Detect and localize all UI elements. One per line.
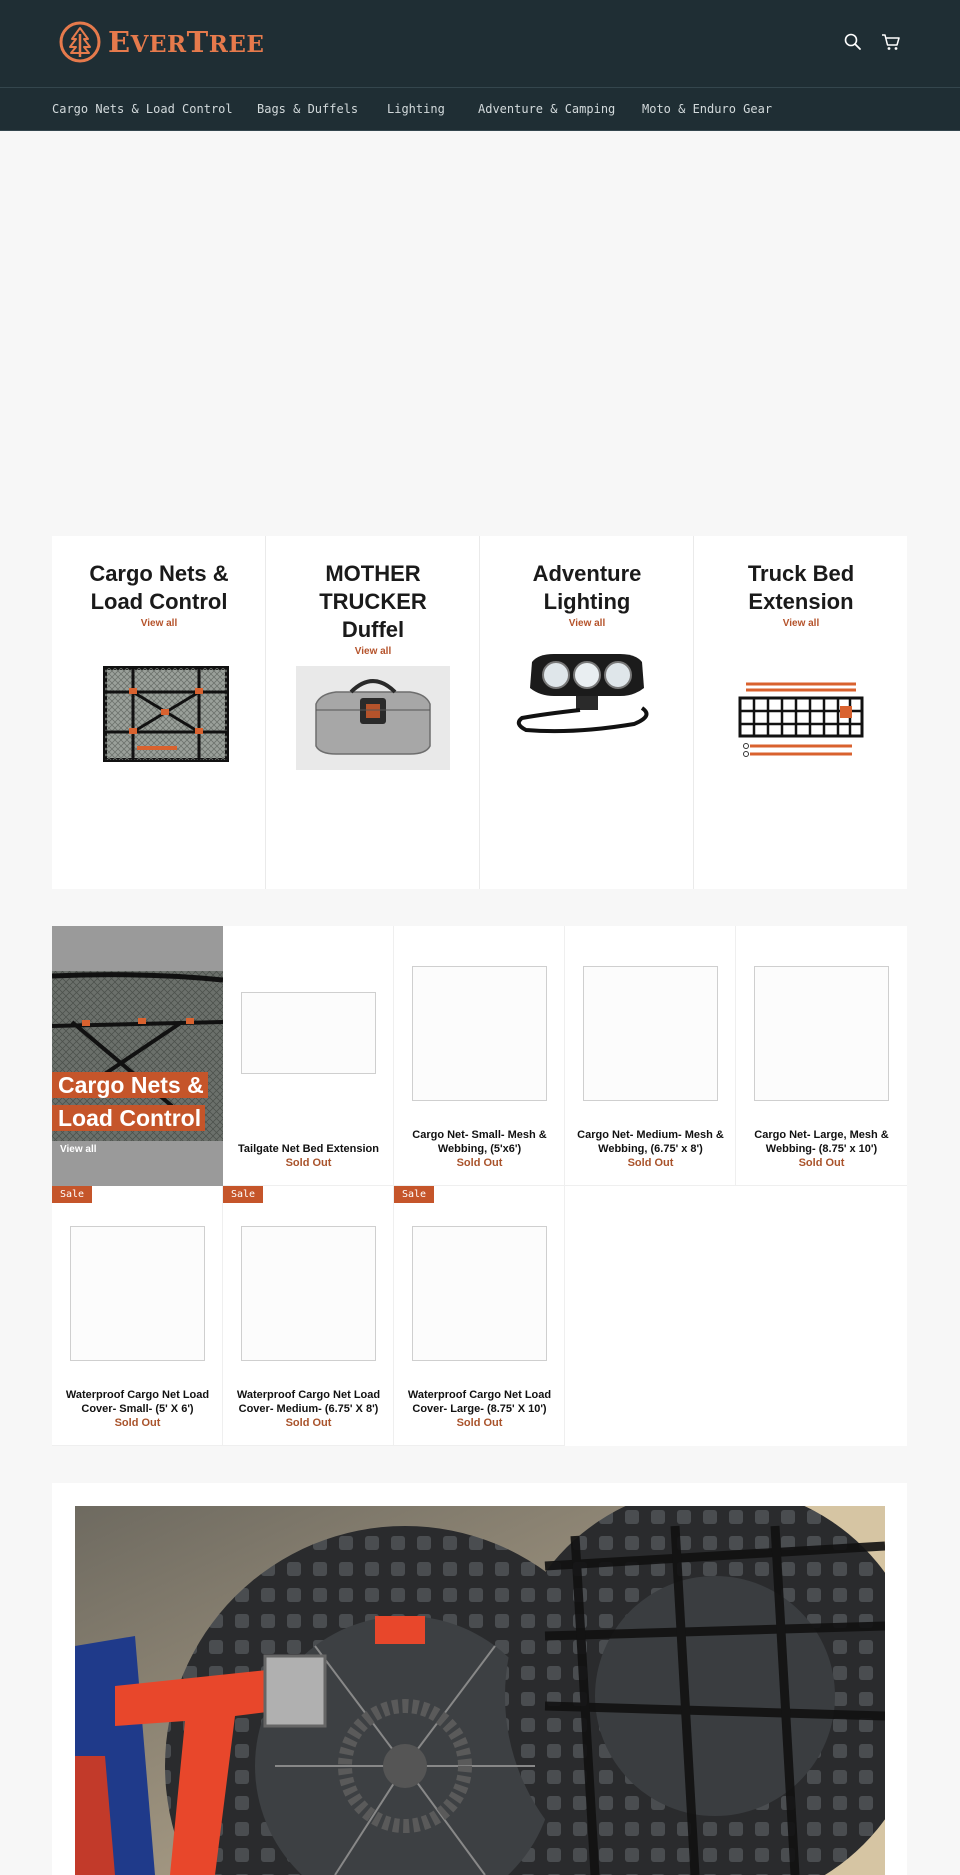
product-title: Tailgate Net Bed Extension [238, 1143, 379, 1155]
image-section [52, 1483, 907, 1875]
product-card[interactable] [223, 1186, 394, 1446]
site-header [0, 0, 960, 87]
featured-collection-grid [52, 926, 907, 1446]
product-title: Cargo Net- Large, Mesh & Webbing- (8.75' x 10') [754, 1129, 889, 1155]
product-image-placeholder [412, 1226, 547, 1361]
cargo-net-image [97, 662, 237, 774]
nav-item-moto-enduro[interactable]: Moto & Enduro Gear [642, 102, 773, 116]
product-image-placeholder [241, 1226, 376, 1361]
product-title: Cargo Net- Medium- Mesh & Webbing, (6.75' x 8') [577, 1129, 724, 1155]
collection-view-all-link[interactable]: View all [782, 618, 820, 629]
main-navigation [0, 87, 960, 131]
product-title: Waterproof Cargo Net Load Cover- Medium- (6.75' X 8') [236, 1389, 381, 1415]
nav-item-bags-duffels[interactable]: Bags & Duffels [257, 102, 359, 116]
collection-card-truck-bed[interactable] [694, 536, 908, 889]
collection-card-cargo-nets[interactable] [52, 536, 266, 889]
collection-title: Truck Bed Extension [747, 561, 855, 614]
collection-view-all-link[interactable]: View all [568, 618, 606, 629]
product-card[interactable] [223, 926, 394, 1186]
cart-icon[interactable] [881, 32, 901, 52]
product-status: Sold Out [285, 1157, 332, 1169]
nav-item-adventure-camping[interactable]: Adventure & Camping [478, 102, 616, 116]
collection-card-lighting[interactable] [480, 536, 694, 889]
tree-logo-icon [58, 20, 102, 64]
nav-item-lighting[interactable]: Lighting [387, 102, 445, 116]
product-status: Sold Out [798, 1157, 845, 1169]
sale-badge: Sale [52, 1186, 92, 1203]
product-image-placeholder [412, 966, 547, 1101]
product-card[interactable] [394, 1186, 565, 1446]
product-status: Sold Out [456, 1157, 503, 1169]
truck-bed-net-image [732, 678, 872, 760]
product-status: Sold Out [456, 1417, 503, 1429]
featured-collection-banner[interactable] [52, 926, 223, 1186]
collection-view-all-link[interactable]: View all [140, 618, 178, 629]
adventure-light-image [514, 648, 660, 740]
product-title: Waterproof Cargo Net Load Cover- Small- (5' X 6') [65, 1389, 210, 1415]
sale-badge: Sale [394, 1186, 434, 1203]
brand-name: EVERTREE [108, 25, 265, 59]
collection-title: Cargo Nets & Load Control [89, 561, 229, 614]
product-title: Cargo Net- Small- Mesh & Webbing, (5'x6') [412, 1129, 547, 1155]
collection-title: MOTHER TRUCKER Duffel [319, 561, 427, 642]
product-card[interactable] [565, 926, 736, 1186]
product-card[interactable] [736, 926, 907, 1186]
product-image-placeholder [70, 1226, 205, 1361]
product-card[interactable] [394, 926, 565, 1186]
product-status: Sold Out [627, 1157, 674, 1169]
product-title: Waterproof Cargo Net Load Cover- Large- (8.75' X 10') [407, 1389, 552, 1415]
duffel-bag-image [296, 666, 450, 770]
product-status: Sold Out [285, 1417, 332, 1429]
product-card[interactable] [52, 1186, 223, 1446]
collection-view-all-link[interactable]: View all [354, 646, 392, 657]
featured-collection-title: Cargo Nets & Load Control [52, 1069, 212, 1135]
product-image-placeholder [241, 992, 376, 1074]
collection-list [52, 536, 907, 889]
product-image-placeholder [583, 966, 718, 1101]
collection-title: Adventure Lighting [532, 561, 642, 614]
collection-card-duffel[interactable] [266, 536, 480, 889]
featured-view-all-link[interactable]: View all [60, 1144, 97, 1155]
product-image-placeholder [754, 966, 889, 1101]
brand-logo[interactable] [58, 20, 264, 64]
product-status: Sold Out [114, 1417, 161, 1429]
motorcycle-cargo-net-photo [75, 1506, 885, 1875]
search-icon[interactable] [843, 32, 863, 52]
nav-item-cargo-nets[interactable]: Cargo Nets & Load Control [52, 102, 233, 116]
sale-badge: Sale [223, 1186, 263, 1203]
